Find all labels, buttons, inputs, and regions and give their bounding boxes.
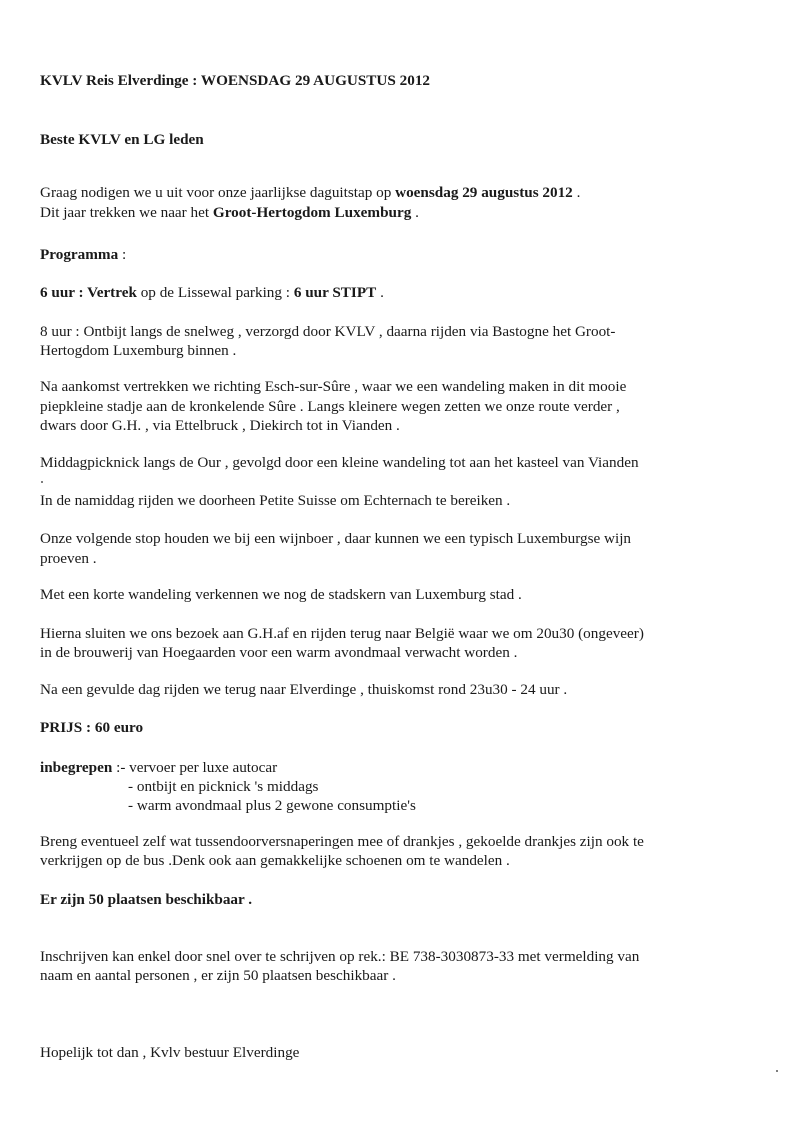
wijnboer-line-1: Onze volgende stop houden we bij een wijnboer , daar kunnen we een typisch Luxemburgse wijn (40, 530, 632, 547)
plaatsen-line: Er zijn 50 plaatsen beschikbaar . (40, 891, 253, 908)
hierna-line-1: Hierna sluiten we ons bezoek aan G.H.af en rijden terug naar België waar we om 20u30 (ongeveer) (40, 625, 644, 642)
intro-text: Graag nodigen we u uit voor onze jaarlijkse daguitstap op (40, 184, 396, 201)
aankomst-line-2: piepkleine stadje aan de kronkelende Sûre . Langs kleinere wegen zetten we onze route verder , (40, 398, 620, 415)
breng-line-2: verkrijgen op de bus .Denk ook aan gemakkelijke schoenen om te wandelen . (40, 852, 510, 869)
vertrek-dot: . (376, 284, 384, 301)
wijnboer-line-2: proeven . (40, 550, 97, 567)
inschrijven-line-1: Inschrijven kan enkel door snel over te schrijven op rek.: BE 738-3030873-33 met vermelding van (40, 948, 640, 965)
inbegrepen-item: :- vervoer per luxe autocar (112, 759, 278, 776)
middag-line: Middagpicknick langs de Our , gevolgd door een kleine wandeling tot aan het kasteel van Vianden (40, 454, 639, 471)
vertrek-time: 6 uur : Vertrek (40, 284, 137, 301)
terug-line: Na een gevulde dag rijden we terug naar Elverdinge , thuiskomst rond 23u30 - 24 uur . (40, 681, 568, 698)
vertrek-stipt: 6 uur STIPT (293, 284, 377, 301)
greeting: Beste KVLV en LG leden (40, 131, 204, 148)
programma-heading (40, 246, 126, 265)
programma-suffix: : (118, 246, 127, 263)
ontbijt-line-1: 8 uur : Ontbijt langs de snelweg , verzorgd door KVLV , daarna rijden via Bastogne het Groot- (40, 323, 616, 340)
inbegrepen-item: - warm avondmaal plus 2 gewone consumptie's (128, 797, 416, 814)
scan-speck (41, 481, 43, 483)
intro-dot-2: . (411, 204, 419, 221)
inschrijven-line-2: naam en aantal personen , er zijn 50 plaatsen beschikbaar . (40, 967, 396, 984)
programma-label: Programma (40, 246, 119, 263)
prijs-line: PRIJS : 60 euro (40, 719, 144, 736)
intro-dot: . (572, 184, 581, 201)
inbegrepen-label: inbegrepen (40, 759, 113, 776)
intro-destination: Groot-Hertogdom Luxemburg (212, 204, 412, 221)
inbegrepen-line-1 (40, 759, 277, 778)
breng-line-1: Breng eventueel zelf wat tussendoorversnaperingen mee of drankjes , gekoelde drankjes zijn ook te (40, 833, 644, 850)
vertrek-place: op de Lissewal parking : (136, 284, 294, 301)
intro-text-2: Dit jaar trekken we naar het (40, 204, 213, 221)
namiddag-line: In de namiddag rijden we doorheen Petite Suisse om Echternach te bereiken . (40, 492, 511, 509)
document-title: KVLV Reis Elverdinge : WOENSDAG 29 AUGUSTUS 2012 (40, 72, 431, 89)
ontbijt-line-2: Hertogdom Luxemburg binnen . (40, 342, 237, 359)
intro-date: woensdag 29 augustus 2012 (395, 184, 573, 201)
intro-line-1 (40, 184, 580, 203)
inbegrepen-item: - ontbijt en picknick 's middags (128, 778, 319, 795)
closing-line: Hopelijk tot dan , Kvlv bestuur Elverdinge (40, 1044, 300, 1061)
stad-line: Met een korte wandeling verkennen we nog de stadskern van Luxemburg stad . (40, 586, 522, 603)
aankomst-line-3: dwars door G.H. , via Ettelbruck , Diekirch tot in Vianden . (40, 417, 400, 434)
vertrek-line (40, 284, 384, 303)
intro-line-2 (40, 204, 419, 223)
scan-speck (776, 1070, 778, 1072)
hierna-line-2: in de brouwerij van Hoegaarden voor een warm avondmaal verwacht worden . (40, 644, 518, 661)
aankomst-line-1: Na aankomst vertrekken we richting Esch-sur-Sûre , waar we een wandeling maken in dit mooie (40, 378, 627, 395)
